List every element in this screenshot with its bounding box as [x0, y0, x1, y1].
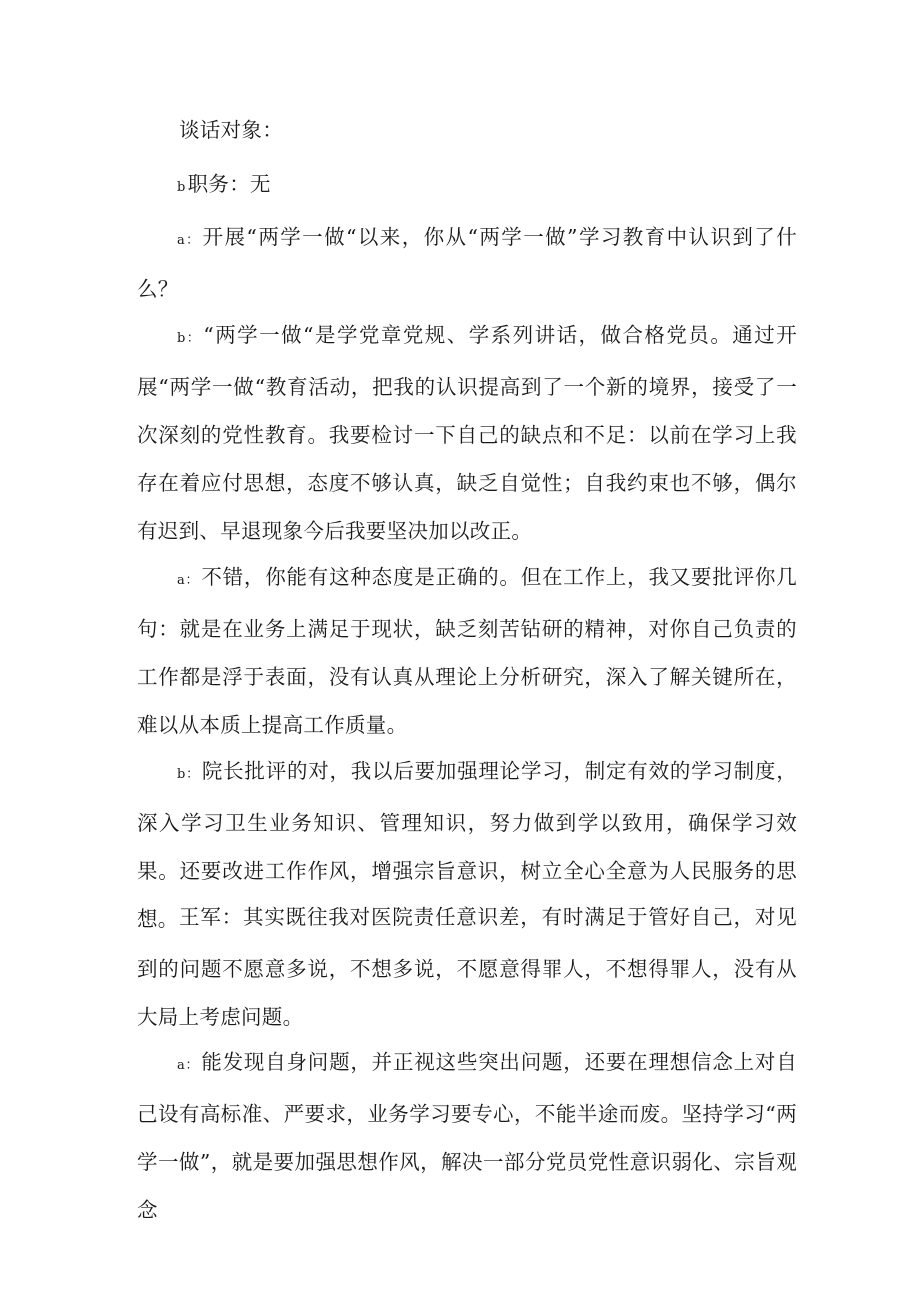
paragraph-interviewee — [137, 106, 797, 158]
paragraph-text: “两学一做“是学党章党规、学系列讲话，做合格党员。通过开展“两学一做“教育活动，把我的认识提高到了一个新的境界，接受了一次深刻的党性教育。我要检讨一下自己的缺点和不足：以前在学习上我存在着应付思想，态度不够认真，缺乏自觉性；自我约束也不够，偶尔有迟到、早退现象今后我要坚决加以改正。 — [137, 323, 798, 543]
speaker-label: a： — [177, 233, 201, 248]
paragraph-text: 院长批评的对，我以后要加强理论学习，制定有效的学习制度，深入学习卫生业务知识、管理知识，努力做到学以致用，确保学习效果。还要改进工作作风，增强宗旨意识，树立全心全意为人民服务的思想。 — [137, 759, 798, 931]
paragraph-answer-1 — [137, 311, 797, 555]
speaker-label: a： — [177, 573, 200, 588]
paragraph-question-3 — [137, 1038, 797, 1234]
paragraph-question-2 — [137, 553, 797, 749]
paragraph-wangjun — [137, 893, 797, 1041]
paragraph-text: 开展“两学一做“以来，你从“两学一做”学习教育中认识到了什么？ — [137, 225, 797, 301]
paragraph-text: 职务：无 — [187, 172, 271, 196]
speaker-label: a： — [177, 1058, 200, 1073]
paragraph-text: 能发现自身问题，并正视这些突出问题，还要在理想信念上对自己设有高标准、严要求，业务学习要专心，不能半途而废。坚持学习“两学一做”，就是要加强思想作风，解决一部分党员党性意识弱化、宗旨观念 — [137, 1050, 797, 1222]
speaker-label: b： — [177, 331, 202, 346]
speaker-label: b： — [177, 767, 200, 782]
paragraph-text: 王军：其实既往我对医院责任意识差，有时满足于管好自己，对见到的问题不愿意多说，不想多说，不愿意得罪人，不想得罪人，没有从大局上考虑问题。 — [137, 905, 797, 1029]
paragraph-text: 不错，你能有这种态度是正确的。但在工作上，我又要批评你几句：就是在业务上满足于现状，缺乏刻苦钻研的精神，对你自己负责的工作都是浮于表面，没有认真从理论上分析研究，深入了解关键所在，难以从本质上提高工作质量。 — [137, 565, 797, 737]
speaker-label: b — [177, 180, 186, 195]
paragraph-question-1 — [137, 213, 797, 313]
paragraph-position — [137, 160, 797, 212]
paragraph-text: 谈话对象： — [179, 118, 283, 142]
